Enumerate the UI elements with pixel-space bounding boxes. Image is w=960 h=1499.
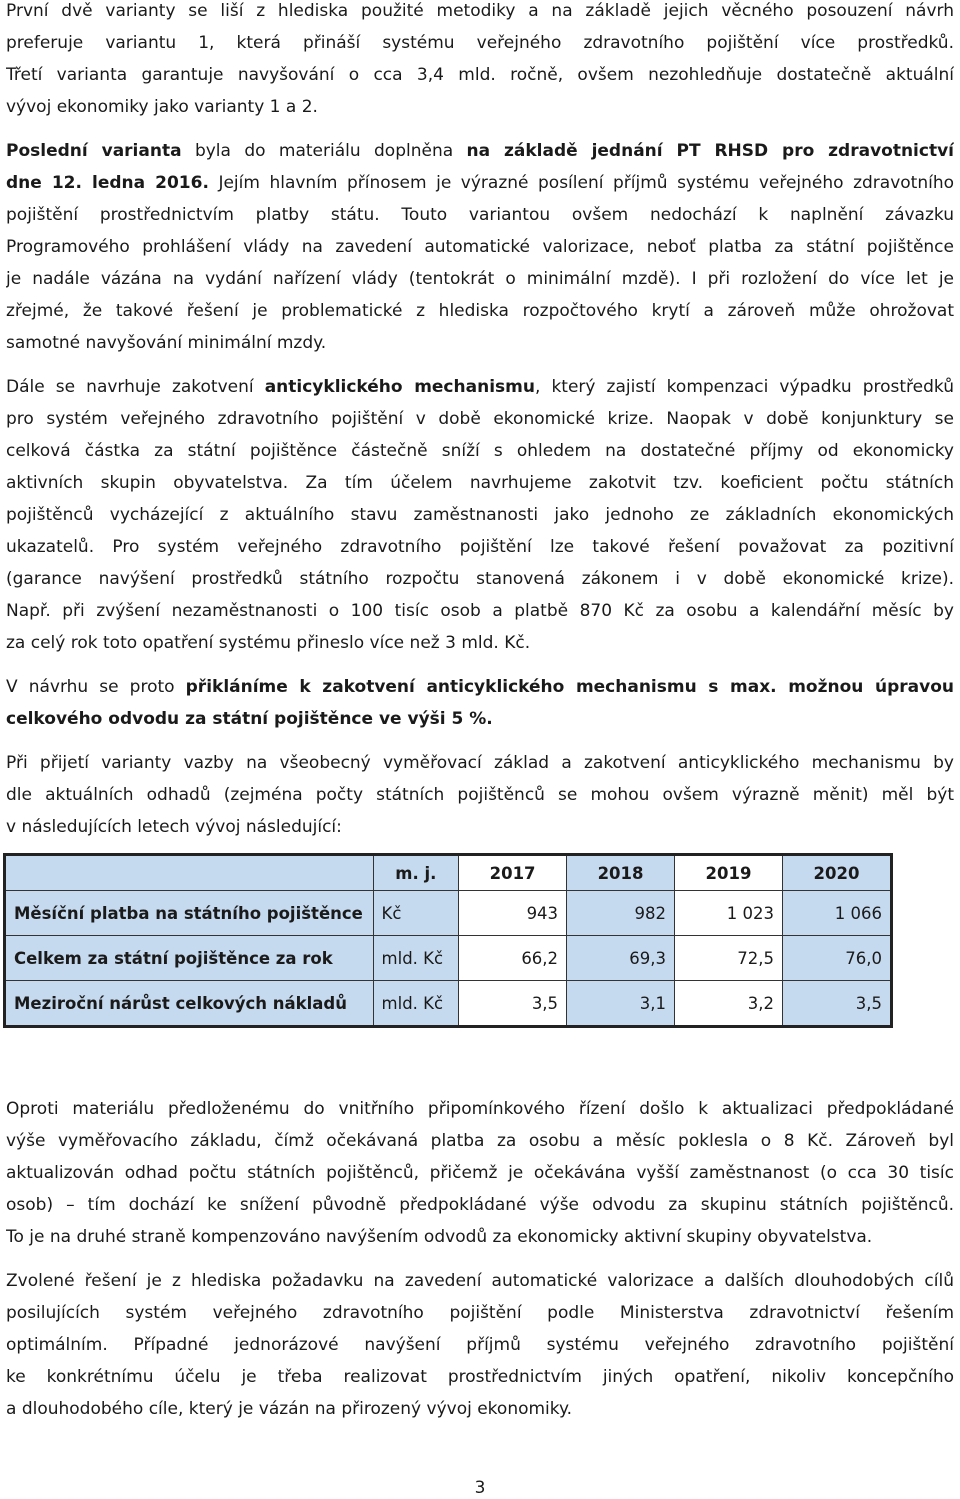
text-line: (garance navýšení prostředků státního rozpočtu stanovená zákonem i v době ekonomické krize). xyxy=(6,569,954,589)
text-line: osob) – tím dochází ke snížení původně předpokládané výše odvodu za skupinu státních pojištěnců. xyxy=(6,1195,954,1215)
text-span: Dále se navrhuje zakotvení xyxy=(6,377,265,397)
text-line: První dvě varianty se liší z hlediska použité metodiky a na základě jejich věcného posouzení návrh xyxy=(6,1,954,21)
text-line xyxy=(6,172,954,194)
text-line: Třetí varianta garantuje navyšování o cca 3,4 mld. ročně, ovšem nezohledňuje dostatečně aktuální xyxy=(6,65,954,85)
text-span: Jejím hlavním přínosem je výrazné posílení příjmů systému veřejného zdravotního xyxy=(208,173,954,193)
cost-table xyxy=(3,853,893,1028)
table-row xyxy=(5,891,892,936)
text-line: celková částka za státní pojištěnce částečně sníží s ohledem na dostatečné příjmy od ekonomicky xyxy=(6,441,954,461)
value-cell: 76,0 xyxy=(783,936,892,981)
value-cell: 66,2 xyxy=(459,936,567,981)
unit-cell: mld. Kč xyxy=(373,936,459,981)
text-line: pojištění prostřednictvím platby státu. Touto variantou ovšem nedochází k naplnění závazku xyxy=(6,205,954,225)
text-line: Zvolené řešení je z hlediska požadavku na zavedení automatické valorizace a dalších dlouhodobých cílů xyxy=(6,1271,954,1291)
value-cell: 3,5 xyxy=(783,981,892,1027)
bold-text: na základě jednání PT RHSD pro zdravotnictví xyxy=(466,141,954,161)
row-label: Měsíční platba na státního pojištěnce xyxy=(5,891,374,936)
text-line: je nadále vázána na vydání nařízení vlády (tentokrát o minimální mzdě). I při rozložení do více let je xyxy=(6,269,954,289)
value-cell: 3,5 xyxy=(459,981,567,1027)
text-span: , který zajistí kompenzaci výpadku prostředků xyxy=(534,377,954,397)
text-line: za celý rok toto opatření systému přineslo více než 3 mld. Kč. xyxy=(6,633,531,653)
table-row xyxy=(5,936,892,981)
value-cell: 72,5 xyxy=(675,936,783,981)
bold-text: anticyklického mechanismu xyxy=(264,377,535,397)
text-span: V návrhu se proto xyxy=(6,677,186,697)
text-line: Programového prohlášení vlády na zavedení automatické valorizace, neboť platba za státní pojištěnce xyxy=(6,237,954,257)
row-label: Meziroční nárůst celkových nákladů xyxy=(5,981,374,1027)
row-label: Celkem za státní pojištěnce za rok xyxy=(5,936,374,981)
value-cell: 982 xyxy=(567,891,675,936)
text-line: Při přijetí varianty vazby na všeobecný vyměřovací základ a zakotvení anticyklického mechanismu by xyxy=(6,753,954,773)
text-line: To je na druhé straně kompenzováno navýšením odvodů za ekonomicky aktivní skupiny obyvatelstva. xyxy=(6,1227,873,1247)
text-line: dle aktuálních odhadů (zejména počty státních pojištěnců se mohou ovšem výrazně měnit) měl být xyxy=(6,785,954,805)
text-line: vývoj ekonomiky jako varianty 1 a 2. xyxy=(6,97,318,117)
text-line: pro systém veřejného zdravotního pojištění v době ekonomické krize. Naopak v době konjunktury se xyxy=(6,409,954,429)
unit-cell: mld. Kč xyxy=(373,981,459,1027)
text-line: aktivních skupin obyvatelstva. Za tím účelem navrhujeme zakotvit tzv. koeficient počtu státních xyxy=(6,473,954,493)
bold-text: Poslední varianta xyxy=(6,141,182,161)
value-cell: 69,3 xyxy=(567,936,675,981)
text-line: a dlouhodobého cíle, který je vázán na přirozený vývoj ekonomiky. xyxy=(6,1399,573,1419)
unit-cell: Kč xyxy=(373,891,459,936)
table-header-cell: m. j. xyxy=(373,855,459,891)
table-row xyxy=(5,981,892,1027)
text-line: ke konkrétnímu účelu je třeba realizovat prostřednictvím jiných opatření, nikoliv koncepčního xyxy=(6,1367,954,1387)
text-line: v následujících letech vývoj následující: xyxy=(6,817,342,837)
value-cell: 3,1 xyxy=(567,981,675,1027)
text-line: Např. při zvýšení nezaměstnanosti o 100 tisíc osob a platbě 870 Kč za osobu a kalendářní měsíc by xyxy=(6,601,954,621)
text-line: aktualizován odhad počtu státních pojištěnců, přičemž je očekávána vyšší zaměstnanost (o cca 30 tisíc xyxy=(6,1163,954,1183)
text-line: optimálním. Případné jednorázové navýšení příjmů systému veřejného zdravotního pojištění xyxy=(6,1335,954,1355)
text-line: zřejmé, že takové řešení je problematické z hlediska rozpočtového krytí a zároveň může ohrožovat xyxy=(6,301,954,321)
table-header-cell: 2018 xyxy=(567,855,675,891)
text-span: byla do materiálu doplněna xyxy=(181,141,467,161)
value-cell: 943 xyxy=(459,891,567,936)
text-line xyxy=(6,676,954,698)
text-line: preferuje variantu 1, která přináší systému veřejného zdravotního pojištění více prostředků. xyxy=(6,33,954,53)
text-line xyxy=(6,376,954,398)
value-cell: 1 023 xyxy=(675,891,783,936)
table-header-cell: 2019 xyxy=(675,855,783,891)
text-line: celkového odvodu za státní pojištěnce ve výši 5 %. xyxy=(6,709,493,729)
page-number: 3 xyxy=(474,1478,486,1498)
table-header-row xyxy=(5,855,892,891)
table-header-cell: 2017 xyxy=(459,855,567,891)
bold-text: přikláníme k zakotvení anticyklického mechanismu s max. možnou úpravou xyxy=(185,677,954,697)
text-line: Oproti materiálu předloženému do vnitřního připomínkového řízení došlo k aktualizaci předpokládané xyxy=(6,1099,954,1119)
value-cell: 3,2 xyxy=(675,981,783,1027)
text-line: samotné navyšování minimální mzdy. xyxy=(6,333,327,353)
text-line xyxy=(6,140,954,162)
text-line: výše vyměřovacího základu, čímž očekávaná platba za osobu a měsíc poklesla o 8 Kč. Zároveň byl xyxy=(6,1131,954,1151)
text-line: ukazatelů. Pro systém veřejného zdravotního pojištění lze takové řešení považovat za pozitivní xyxy=(6,537,954,557)
text-line: posilujících systém veřejného zdravotního pojištění podle Ministerstva zdravotnictví řešením xyxy=(6,1303,954,1323)
bold-text: dne 12. ledna 2016. xyxy=(6,173,209,193)
table-header-cell: 2020 xyxy=(783,855,892,891)
value-cell: 1 066 xyxy=(783,891,892,936)
table-header-cell xyxy=(5,855,374,891)
text-line: pojištěnců vycházející z aktuálního stavu zaměstnanosti jako jednoho ze základních ekonomických xyxy=(6,505,954,525)
